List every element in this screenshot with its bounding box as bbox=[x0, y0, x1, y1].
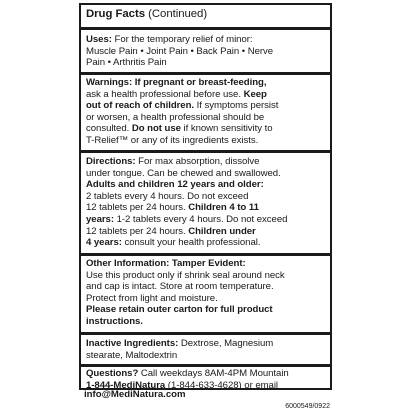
inactive-ingredients-text: stearate, Maltodextrin bbox=[86, 349, 178, 361]
email-line bbox=[84, 389, 329, 401]
warnings-children: out of reach of children. bbox=[86, 100, 195, 112]
warnings-section bbox=[81, 77, 330, 147]
other-information-text: and cap is intact. Store at room temperature. bbox=[86, 281, 274, 293]
uses-text: Muscle Pain • Joint Pain • Back Pain • Nerve bbox=[86, 45, 274, 57]
uses-text: For the temporary relief of minor: bbox=[111, 34, 253, 45]
drug-facts-header bbox=[81, 9, 330, 21]
directions-text: 12 tablets per 24 hours. bbox=[86, 225, 189, 237]
section-divider bbox=[81, 364, 330, 367]
directions-text: 12 tablets per 24 hours. bbox=[86, 202, 189, 214]
drug-facts-panel bbox=[79, 3, 332, 390]
warnings-text: if known sensitivity to bbox=[180, 123, 273, 135]
uses-section bbox=[81, 34, 330, 69]
questions-section bbox=[81, 368, 330, 380]
inactive-ingredients-text: Dextrose, Magnesium bbox=[178, 338, 274, 349]
warnings-text: or worsen, a health professional should be bbox=[86, 111, 265, 123]
warnings-do-not-use: Do not use bbox=[131, 123, 181, 135]
section-divider bbox=[81, 72, 330, 75]
directions-children: Children 4 to 11 bbox=[188, 202, 259, 214]
directions-children-under: 4 years: bbox=[86, 237, 122, 249]
email-address[interactable]: info@MediNatura.com bbox=[84, 389, 186, 400]
warnings-keep: Keep bbox=[243, 88, 267, 100]
directions-children-under: Children under bbox=[188, 225, 256, 237]
uses-heading: Uses: bbox=[86, 34, 112, 45]
warnings-text: ask a health professional before use. bbox=[86, 88, 244, 100]
directions-text: 2 tablets every 4 hours. Do not exceed bbox=[86, 190, 249, 202]
questions-text: Call weekdays 8AM-4PM Mountain bbox=[138, 368, 289, 379]
directions-children: years: bbox=[86, 213, 114, 225]
section-divider bbox=[81, 27, 330, 30]
other-information-text: Protect from light and moisture. bbox=[86, 292, 218, 304]
directions-text: 1-2 tablets every 4 hours. Do not exceed bbox=[113, 213, 288, 225]
other-information-text: Use this product only if shrink seal around neck bbox=[86, 269, 285, 281]
lot-code: 6000549/0922 bbox=[285, 403, 330, 410]
section-divider bbox=[81, 253, 330, 256]
questions-text: (1-844-633-4628) or email bbox=[165, 380, 279, 391]
directions-text: For max absorption, dissolve bbox=[135, 156, 260, 167]
directions-section bbox=[81, 156, 330, 249]
other-information-heading: Other Information: Tamper Evident: bbox=[86, 258, 246, 269]
section-divider bbox=[81, 332, 330, 335]
warnings-text: T-Relief™ or any of its ingredients exists. bbox=[86, 134, 259, 146]
drug-facts-title-suffix: (Continued) bbox=[145, 8, 208, 20]
phone-number: 1-844-MediNatura bbox=[86, 380, 166, 391]
directions-text: under tongue. Can be chewed and swallowed. bbox=[86, 167, 281, 179]
questions-heading: Questions? bbox=[86, 368, 139, 379]
other-information-retain: Please retain outer carton for full product bbox=[86, 304, 273, 316]
other-information-section bbox=[81, 258, 330, 328]
warnings-text: consulted. bbox=[86, 123, 132, 135]
inactive-ingredients-section bbox=[81, 338, 330, 361]
other-information-retain: instructions. bbox=[86, 315, 143, 327]
drug-facts-title: Drug Facts bbox=[86, 8, 145, 20]
directions-text: consult your health professional. bbox=[121, 237, 261, 249]
inactive-ingredients-heading: Inactive Ingredients: bbox=[86, 338, 179, 349]
warnings-text: If symptoms persist bbox=[194, 100, 279, 112]
uses-text: Pain • Arthritis Pain bbox=[86, 57, 167, 69]
directions-adults: Adults and children 12 years and older: bbox=[86, 179, 264, 191]
directions-heading: Directions: bbox=[86, 156, 136, 167]
section-divider bbox=[81, 150, 330, 153]
warnings-heading: Warnings: If pregnant or breast-feeding, bbox=[86, 77, 267, 88]
